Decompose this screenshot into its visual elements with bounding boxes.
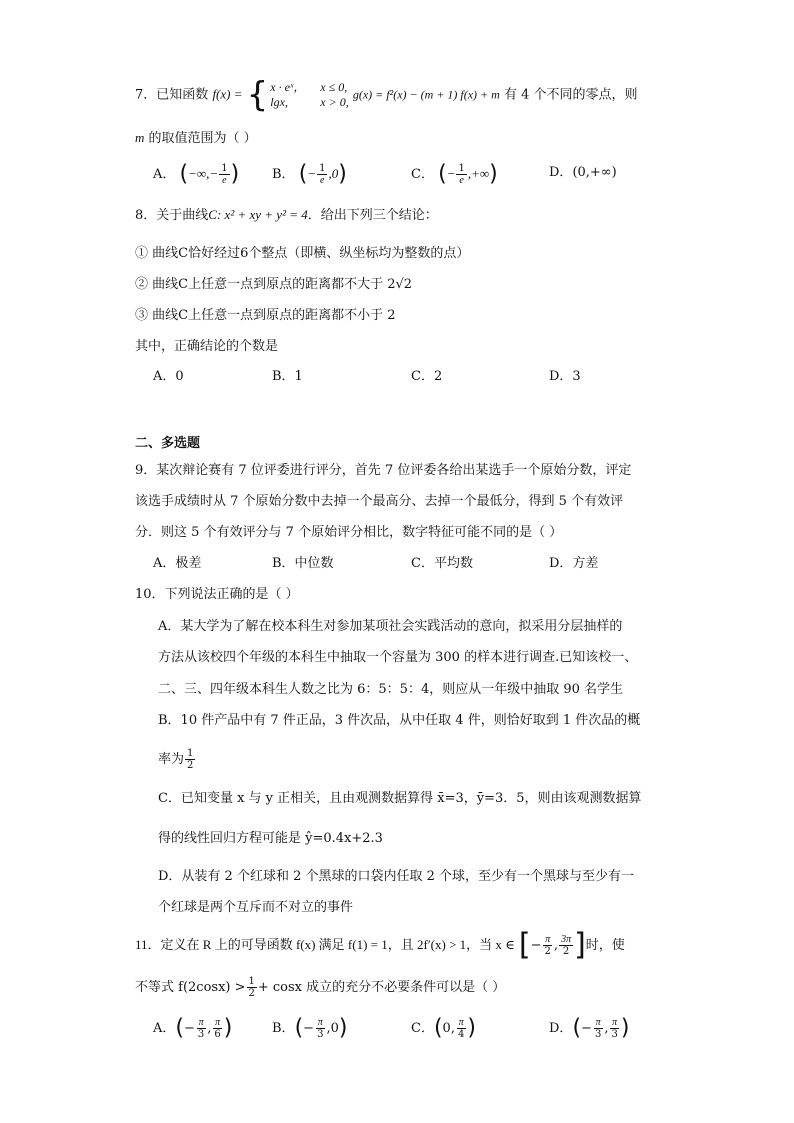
fraction-numerator: 1 <box>458 163 465 174</box>
q7-case1-expr: x · eˣ， <box>270 80 306 94</box>
right-paren-icon: ) <box>223 1015 233 1041</box>
q10-option-a-line2: 方法从该校四个年级的本科生中抽取一个容量为 300 的样本进行调查.已知该校一、 <box>158 650 638 665</box>
fraction-denominator: 3 <box>611 1029 618 1040</box>
right-paren-icon: ) <box>467 1015 476 1041</box>
option-value: 0 <box>442 1021 451 1036</box>
q10-option-a-line3: 二、三、四年级本科生人数之比为 6：5：5：4，则应从一年级中抽取 90 名学生 <box>158 682 624 697</box>
section-heading: 二、多选题 <box>135 436 201 451</box>
fraction-denominator: 3 <box>317 1029 324 1040</box>
q10-option-d-line2: 个红球是两个互斥而不对立的事件 <box>158 900 354 915</box>
option-value: 0 <box>330 1021 339 1036</box>
q8-option-b[interactable]: B．1 <box>272 369 303 384</box>
q9-line3: 分．则这 5 个有效评分与 7 个原始评分相比，数字特征可能不同的是（ ） <box>135 525 563 540</box>
q8-conclusion-1: ① 曲线C恰好经过6个整点（即横、纵坐标均为整数的点） <box>135 246 470 261</box>
q7-case2-cond: x > 0, <box>320 95 349 109</box>
fraction-numerator: 1 <box>319 163 326 174</box>
q7-line2-text: 的取值范围为（ ） <box>148 131 257 146</box>
fraction <box>593 1017 603 1040</box>
q8-stem-b: ．给出下列三个结论： <box>307 208 438 223</box>
left-paren-icon: ( <box>294 1015 304 1041</box>
left-paren-icon: ( <box>572 1015 582 1041</box>
q7-option-b[interactable] <box>272 163 347 186</box>
q9-option-b[interactable]: B．中位数 <box>272 556 334 571</box>
right-paren-icon: ) <box>338 161 347 187</box>
option-label: C． <box>411 1021 434 1036</box>
q11-option-c[interactable]: C．(0, $\frac{\pi}{4}$ ) <box>411 1015 476 1041</box>
q8-line1 <box>135 205 438 226</box>
q8-conclusion-3: ③ 曲线C上任意一点到原点的距离都不小于 2 <box>135 308 396 323</box>
q7-option-c[interactable] <box>411 163 498 186</box>
q11-line1: 11．定义在 R 上的可导函数 f(x) 满足 f(1) = 1，且 2f′(x) > 1，当 x ∈ [− $\frac{\pi}{2}$ , $\frac{3\pi}{2}$ ]时，使 <box>135 927 625 963</box>
fraction-numerator: 1 <box>187 748 194 759</box>
option-label: B． <box>272 167 295 182</box>
q7-stem-a: 已知函数 <box>156 87 209 103</box>
option-left: −∞,− <box>188 166 219 181</box>
q9-option-d[interactable]: D．方差 <box>549 556 599 571</box>
fraction-numerator: π <box>595 1017 601 1028</box>
fraction-denominator: 2 <box>248 988 255 999</box>
q7-case2-expr: lgx, <box>270 95 288 109</box>
q11-line2-text: 不等式 f(2cosx) > <box>135 980 246 995</box>
q7-case1-cond: x ≤ 0, <box>320 80 348 94</box>
fraction-numerator: 3π <box>561 934 572 945</box>
fraction-numerator: π <box>198 1017 204 1028</box>
q8-curve-equation: C: x² + xy + y² = 4 <box>208 207 308 222</box>
right-paren-icon: ) <box>489 161 498 187</box>
q11-lo-sign: − <box>530 938 542 953</box>
fraction <box>559 934 573 957</box>
fraction <box>317 163 327 186</box>
q9-line1: 9．某次辩论赛有 7 位评委进行评分，首先 7 位评委各给出某选手一个原始分数，评定 <box>135 463 632 478</box>
q9-option-a[interactable]: A．极差 <box>153 556 202 571</box>
fraction <box>196 1017 206 1040</box>
fraction-denominator: e <box>320 175 325 186</box>
option-label: A． <box>153 167 176 182</box>
q9-line2: 该选手成绩时从 7 个原始分数中去掉一个最高分、去掉一个最低分，得到 5 个有效评 <box>135 494 624 509</box>
q8-option-d[interactable]: D．3 <box>549 369 581 384</box>
option-label: A． <box>153 1021 176 1036</box>
fraction-denominator: e <box>459 175 464 186</box>
sign: − <box>183 1021 195 1036</box>
fraction-numerator: 1 <box>221 163 228 174</box>
q8-number: 8． <box>135 208 157 223</box>
option-label: B． <box>272 1021 295 1036</box>
left-paren-icon: ( <box>438 161 447 187</box>
fraction <box>543 934 553 957</box>
q11-option-b[interactable]: B．(− $\frac{\pi}{3}$ ,0) <box>272 1015 348 1041</box>
q7-var-m: m <box>135 130 145 145</box>
fraction <box>185 748 195 771</box>
right-paren-icon: ) <box>620 1015 630 1041</box>
fraction <box>315 1017 325 1040</box>
q7-line2 <box>135 128 257 149</box>
option-right: ,+∞ <box>467 166 490 181</box>
q11-option-d[interactable]: D．(− $\frac{\pi}{3}$ , $\frac{\pi}{3}$ ) <box>549 1015 630 1041</box>
q8-option-a[interactable]: A．0 <box>153 369 184 384</box>
q10-b2-text: 率为 <box>158 752 185 767</box>
q8-conclusion-2: ② 曲线C上任意一点到原点的距离都不大于 2√2 <box>135 277 413 292</box>
option-right: ,0 <box>328 166 339 181</box>
q8-ask: 其中，正确结论的个数是 <box>135 339 279 354</box>
fraction-numerator: π <box>317 1017 323 1028</box>
fraction-denominator: e <box>222 175 227 186</box>
q9-option-c[interactable]: C．平均数 <box>411 556 473 571</box>
left-paren-icon: ( <box>179 161 189 187</box>
right-paren-icon: ) <box>338 1015 348 1041</box>
left-paren-icon: ( <box>175 1015 184 1041</box>
q7-stem-b: 有 4 个不同的零点，则 <box>503 87 638 103</box>
fraction-numerator: π <box>458 1017 464 1028</box>
fraction-denominator: 2 <box>562 946 570 957</box>
left-paren-icon: ( <box>433 1015 443 1041</box>
q11-line1-tail: 时，使 <box>585 938 625 953</box>
q7-option-d[interactable] <box>549 163 617 183</box>
q11-option-a[interactable]: A．(− $\frac{\pi}{3}$ , $\frac{\pi}{6}$ ) <box>153 1015 233 1041</box>
q10-line1: 10．下列说法正确的是（ ） <box>135 587 299 602</box>
q10-option-c-line1[interactable]: C．已知变量 x 与 y 正相关，且由观测数据算得 x̄=3，ȳ=3．5，则由该观测数据算 <box>158 791 642 806</box>
fraction-denominator: 4 <box>457 1029 465 1040</box>
q8-option-c[interactable]: C．2 <box>411 369 443 384</box>
q7-option-a[interactable] <box>153 163 239 186</box>
option-label: D． <box>549 1021 573 1036</box>
fraction <box>219 163 229 186</box>
option-label: D． <box>549 165 573 180</box>
sign: − <box>581 1021 592 1036</box>
fraction <box>456 163 466 186</box>
q11-line2 <box>135 976 505 999</box>
fraction-numerator: π <box>545 934 551 945</box>
fraction-denominator: 3 <box>197 1029 205 1040</box>
q10-option-b-line1[interactable]: B．10 件产品中有 7 件正品，3 件次品，从中任取 4 件，则恰好取到 1 件次品的概 <box>158 713 641 728</box>
fraction-denominator: 2 <box>187 760 194 771</box>
q8-stem-a: 关于曲线 <box>156 208 209 223</box>
q10-option-c-line2: 得的线性回归方程可能是 ŷ=0.4x+2.3 <box>158 831 383 846</box>
q7-fx: f(x) = <box>212 86 243 102</box>
q7-number: 7． <box>135 87 157 103</box>
fraction-numerator: π <box>215 1017 221 1028</box>
option-left: − <box>446 166 456 181</box>
fraction-denominator: 6 <box>214 1029 221 1040</box>
right-bracket-icon: ] <box>574 927 586 963</box>
option-text: (0,+∞) <box>572 165 617 180</box>
right-paren-icon: ) <box>230 161 240 187</box>
q7-piecewise <box>246 75 349 115</box>
left-paren-icon: ( <box>298 161 308 187</box>
option-left: − <box>307 166 317 181</box>
q7-gx: g(x) = f²(x) − (m + 1) f(x) + m <box>352 87 500 102</box>
q10-option-a-line1[interactable]: A．某大学为了解在校本科生对参加某项社会实践活动的意向，拟采用分层抽样的 <box>158 619 623 634</box>
fraction-numerator: 1 <box>248 976 255 987</box>
option-label: C． <box>411 167 434 182</box>
fraction-numerator: π <box>612 1017 618 1028</box>
fraction <box>609 1017 619 1040</box>
sign: − <box>303 1021 315 1036</box>
fraction <box>247 976 257 999</box>
fraction <box>212 1017 222 1040</box>
q10-option-d-line1[interactable]: D．从装有 2 个红球和 2 个黑球的口袋内任取 2 个球，至少有一个黑球与至少有一 <box>158 869 635 884</box>
fraction-denominator: 2 <box>544 946 551 957</box>
left-bracket-icon: [ <box>518 927 531 963</box>
q10-option-b-line2 <box>158 748 196 771</box>
left-brace-icon: { <box>246 75 269 115</box>
fraction <box>456 1017 466 1040</box>
q11-line1-text: 11．定义在 R 上的可导函数 f(x) 满足 f(1) = 1，且 2f′(x) > 1，当 x ∈ <box>135 937 515 952</box>
q11-line2-tail: + cosx 成立的充分不必要条件可以是（ ） <box>257 980 506 995</box>
q7-line1 <box>135 75 638 115</box>
fraction-denominator: 3 <box>594 1029 602 1040</box>
